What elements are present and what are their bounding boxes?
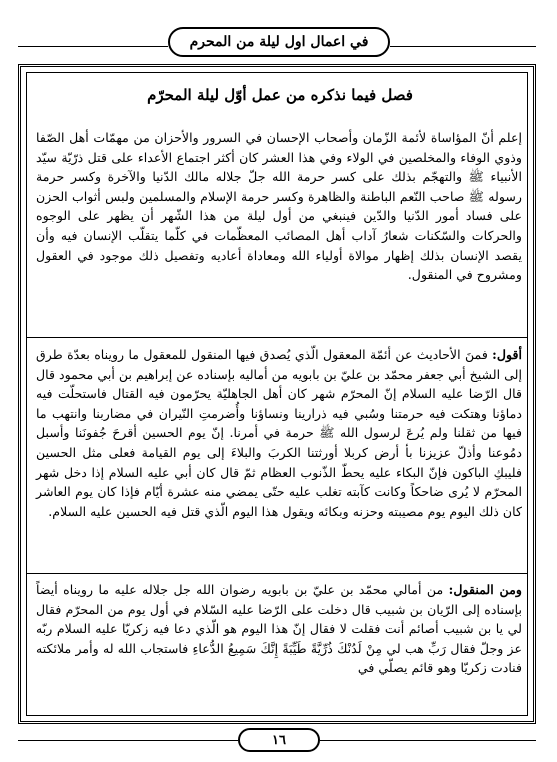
- header-rule-right: [390, 46, 536, 47]
- paragraph-text: من أمالي محمّد بن عليّ بن بابويه رضوان الله جل جلاله عليه ما رويناه أيضاً بإسناده إلى الرّيان بن شبيب قال دخلت على الرّضا عليه السّلام في أول يوم من المحرّم فقال لي يا بن شبيب أصائم أنت فقلت لا فقال إنّ هذا اليوم هو الّذي دعا فيه زكريّا عليه السلام ربّه عز وجلّ فقال رَبِّ هب لي مِنْ لَدُنْكَ ذُرِّيَّةً طَيِّبَةً إِنَّكَ سَمِيعُ الدُّعاءِ فاستجاب الله له وأمر ملائكته فنادت زكريّا وهو قائم يصلّي في: [36, 582, 522, 676]
- paragraph-divider: [26, 573, 528, 574]
- paragraph-lead: ومن المنقول:: [448, 582, 522, 597]
- paragraph-aqul: [36, 345, 522, 521]
- footer-rule-right: [320, 740, 536, 741]
- header-rule-left: [18, 46, 168, 47]
- page-number: ١٦: [238, 728, 320, 752]
- running-header: في اعمال اول ليلة من المحرم: [168, 27, 390, 57]
- paragraph-intro: [36, 128, 522, 285]
- paragraph-text: إعلم أنّ المؤاساة لأئمة الزّمان وأصحاب الإحسان في السرور والأحزان من مهمّات أهل الصّفا وذوي الوفاء والمخلصين في الولاء وفي هذا العشر كان أكثر اجتماع الأعداء على قتل ذرّيّة سيّد الأنبياء ﷺ والتهجّم بذلك على كسر حرمة الله جلّ جلاله مالك الدّنيا والآخرة وكسر حرمة رسوله ﷺ صاحب النّعم الباطنة والظاهرة وكسر حرمة الإسلام والمسلمين ولبس أثواب الحزن على فساد أمور الدّنيا والدّين فينبغي من أول ليلة من هذا الشّهر أن يظهر على الوجوه والحركات والسّكنات شعارُ آداب أهل المصائب المعظّمات في كلّما يتقلّب الإنسان فيه وأن يقصد الإنسان بذلك إظهار موالاة أولياء الله ومعاداة أعاديه وتفصيل ذلك موجود في العقول ومشروح في المنقول.: [36, 130, 522, 283]
- section-title: فصل فيما نذكره من عمل أوّل ليلة المحرّم: [147, 86, 413, 104]
- paragraph-lead: أقول:: [492, 347, 522, 362]
- paragraph-divider: [26, 337, 528, 338]
- footer-rule-left: [18, 740, 238, 741]
- paragraph-manqul: [36, 580, 522, 678]
- paragraph-text: فمنَ الأحاديث عن أئمّة المعقول الّذي يُصدق فيها المنقول للمعقول ما رويناه بعدّة طرق إلى الشيخ أبي جعفر محمّد بن عليّ بن بابويه من أماليه بإسناده عن إبراهيم بن أبي محمود قال قال الرّضا عليه السلام إنّ المحرّم شهر كان أهل الجاهليّة يحرّمون فيه القتال فاستحلّت فيه دماؤنا وهتكت فيه حرمتنا وسُبي فيه ذرارينا ونساؤنا وأُضرمتِ النّيران في مضاربنا وانتهب ما فيها من ثقلنا ولم يُرعَ لرسول الله ﷺ حرمة في أمرنا. إنّ يوم الحسين أقرحَ جُفونَنا وأسبل دمُوعنا وأذلّ عزيزنا بأ أرض كربلا أورثتنا الكربَ والبلاءَ إلى يوم القيامة فعلى مثل الحسين فليبكِ الباكون فإنّ البكاء عليه يحطّ الذّنوب العظام ثمّ قال كان أبي عليه السلام إذا دخل شهر المحرّم لا يُرى ضاحكاً وكانت كآبته تغلب عليه حتّى يمضي منه عشرة أيّام فإذا كان يوم العاشر كان ذلك اليوم يوم مصيبته وحزنه وبكائه ويقول هذا اليوم الّذي قتل فيه الحسين عليه السلام.: [36, 347, 522, 519]
